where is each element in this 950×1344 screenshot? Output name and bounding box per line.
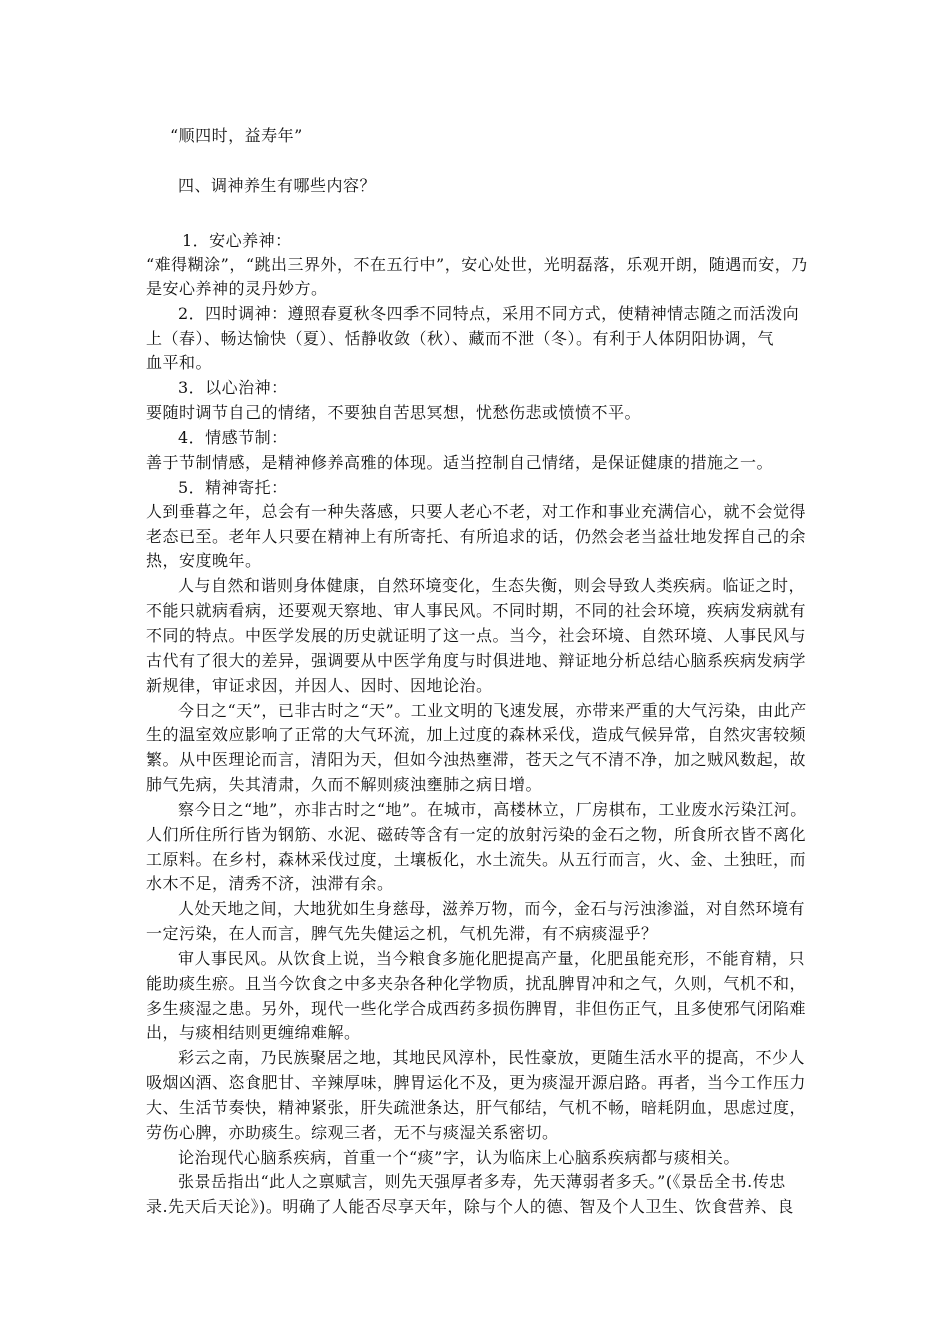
item2-text-line: 上（春）、畅达愉快（夏）、恬静收敛（秋）、藏而不泄（冬）。有利于人体阴阳协调，气 (146, 329, 775, 348)
item5-title: 5．精神寄托： (178, 478, 288, 497)
heading-quote: “顺四时，益寿年” (170, 126, 303, 145)
paragraph-line: 大、生活节奏快，精神紧张，肝失疏泄条达，肝气郁结，气机不畅，暗耗阴血，思虑过度， (146, 1098, 807, 1117)
paragraph-line: 察今日之“地”，亦非古时之“地”。在城市，高楼林立，厂房棋布，工业废水污染江河。 (178, 800, 807, 819)
item1-title: 1．安心养神： (182, 231, 292, 250)
paragraph-line: 一定污染，在人而言，脾气先失健运之机，气机先滞，有不病痰湿乎？ (146, 924, 658, 943)
item3-title: 3．以心治神： (178, 378, 288, 397)
paragraph-line: 审人事民风。从饮食上说，当今粮食多施化肥提高产量，化肥虽能充形，不能育精，只 (178, 949, 806, 968)
paragraph-line: 今日之“天”，已非古时之“天”。工业文明的飞速发展，亦带来严重的大气污染，由此产 (178, 701, 807, 720)
item5-text-line: 热，安度晚年。 (146, 551, 262, 570)
paragraph-line: 繁。从中医理论而言，清阳为天，但如今浊热壅滞，苍天之气不清不净，加之贼风数起，故 (146, 750, 807, 769)
paragraph-line: 彩云之南，乃民族聚居之地，其地民风淳朴，民性豪放，更随生活水平的提高，不少人 (178, 1048, 806, 1067)
item4-title: 4．情感节制： (178, 428, 288, 447)
item1-text-line: “难得糊涂”，“跳出三界外，不在五行中”，安心处世，光明磊落，乐观开朗，随遇而安，乃 (146, 255, 808, 274)
paragraph-line: 古代有了很大的差异，强调要从中医学角度与时俱进地、辩证地分析总结心脑系疾病发病学 (146, 651, 807, 670)
paragraph-line: 劳伤心脾，亦助痰生。综观三者，无不与痰湿关系密切。 (146, 1123, 559, 1142)
paragraph-line: 新规律，审证求因，并因人、因时、因地论治。 (146, 676, 493, 695)
item5-text-line: 人到垂暮之年，总会有一种失落感，只要人老心不老，对工作和事业充满信心，就不会觉得 (146, 502, 807, 521)
paragraph-line: 人们所住所行皆为钢筋、水泥、磁砖等含有一定的放射污染的金石之物，所食所衣皆不离化 (146, 825, 807, 844)
paragraph-line: 多生痰湿之患。另外，现代一些化学合成西药多损伤脾胃，非但伤正气，且多使邪气闭陷难 (146, 999, 807, 1018)
item2-text-line: 2．四时调神：遵照春夏秋冬四季不同特点，采用不同方式，使精神情志随之而活泼向 (178, 304, 800, 323)
paragraph-line: 工原料。在乡村，森林采伐过度，土壤板化，水土流失。从五行而言，火、金、土独旺，而 (146, 850, 807, 869)
item1-text-line: 是安心养神的灵丹妙方。 (146, 279, 328, 298)
paragraph-line: 生的温室效应影响了正常的大气环流，加上过度的森林采伐，造成气候异常，自然灾害较频 (146, 725, 807, 744)
section-title: 四、调神养生有哪些内容？ (178, 176, 377, 195)
paragraph-line: 肺气先病，失其清肃，久而不解则痰浊壅肺之病日增。 (146, 775, 543, 794)
item3-text: 要随时调节自己的情绪，不要独自苦思冥想，忧愁伤悲或愤愤不平。 (146, 403, 642, 422)
paragraph-line: 不同的特点。中医学发展的历史就证明了这一点。当今，社会环境、自然环境、人事民风与 (146, 626, 807, 645)
item4-text: 善于节制情感，是精神修养高雅的体现。适当控制自己情绪，是保证健康的措施之一。 (146, 453, 774, 472)
item2-text-line: 血平和。 (146, 353, 213, 372)
paragraph-line: 出，与痰相结则更缠绵难解。 (146, 1023, 361, 1042)
paragraph-line: 人处天地之间，大地犹如生身慈母，滋养万物，而今，金石与污浊渗溢，对自然环境有 (178, 899, 806, 918)
paragraph-line: 水木不足，清秀不济，浊滞有余。 (146, 874, 394, 893)
paragraph-line: 张景岳指出“此人之禀赋言，则先天强厚者多寿，先天薄弱者多夭。”(《景岳全书.传忠 (178, 1172, 786, 1191)
paragraph-line: 人与自然和谐则身体健康，自然环境变化，生态失衡，则会导致人类疾病。临证之时， (178, 576, 806, 595)
item5-text-line: 老态已至。老年人只要在精神上有所寄托、有所追求的话，仍然会老当益壮地发挥自己的余 (146, 527, 807, 546)
paragraph-line: 录.先天后天论》)。明确了人能否尽享天年，除与个人的德、智及个人卫生、饮食营养、良 (146, 1197, 794, 1216)
paragraph-line: 吸烟凶酒、恣食肥甘、辛辣厚味，脾胃运化不及，更为痰湿开源启路。再者，当今工作压力 (146, 1073, 807, 1092)
paragraph-line: 论治现代心脑系疾病，首重一个“痰”字，认为临床上心脑系疾病都与痰相关。 (178, 1148, 740, 1167)
paragraph-line: 能助痰生瘀。且当今饮食之中多夹杂各种化学物质，扰乱脾胃冲和之气，久则，气机不和， (146, 974, 807, 993)
paragraph-line: 不能只就病看病，还要观天察地、审人事民风。不同时期，不同的社会环境，疾病发病就有 (146, 601, 807, 620)
